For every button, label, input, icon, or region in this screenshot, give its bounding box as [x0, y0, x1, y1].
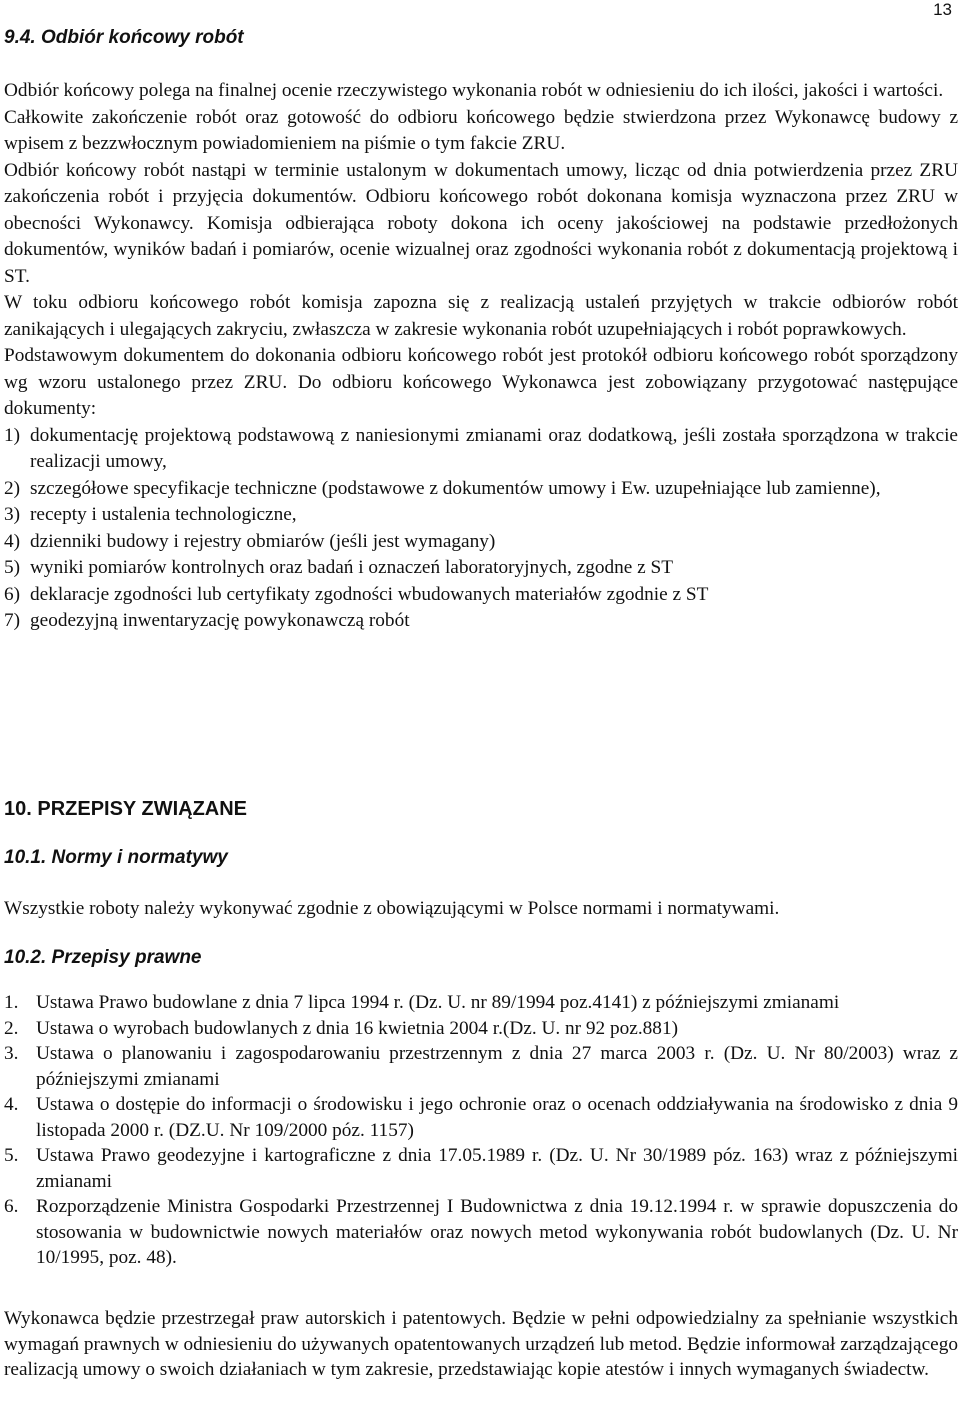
list-item	[4, 582, 958, 609]
list-item-text: Ustawa Prawo geodezyjne i kartograficzne z dnia 17.05.1989 r. (Dz. U. Nr 30/1989 póz. 163) wraz z późniejszymi zmianami	[36, 1145, 958, 1192]
list-item-text: Ustawa o wyrobach budowlanych z dnia 16 kwietnia 2004 r.(Dz. U. nr 92 poz.881)	[36, 1017, 679, 1039]
list-item	[4, 608, 958, 635]
page-number: 13	[933, 0, 952, 19]
list-item-number: 4.	[4, 1094, 19, 1115]
section-9-4-title: 9.4. Odbiór końcowy robót	[4, 27, 244, 48]
section-10-1-text: Wszystkie roboty należy wykonywać zgodnie z obowiązującymi w Polsce normami i normatywami.	[4, 898, 780, 919]
list-item-number: 5)	[4, 557, 21, 578]
list-item-number: 3)	[4, 504, 21, 525]
paragraph: Podstawowym dokumentem do dokonania odbioru końcowego robót jest protokół odbioru końcowego robót sporządzony wg wzoru ustalonego przez ZRU. Do odbioru końcowego Wykonawca jest zobowiązany przygotować następujące dokumenty:	[4, 345, 958, 419]
paragraph: W toku odbioru końcowego robót komisja zapozna się z realizacją ustaleń przyjętych w trakcie odbiorów robót zanikających i ulegających zakryciu, zwłaszcza w zakresie wykonania robót uzupełniających i robót poprawkowych.	[4, 292, 958, 340]
list-item	[4, 1194, 958, 1271]
list-item-text: dokumentację projektową podstawową z naniesionymi zmianami oraz dodatkową, jeśli została sporządzona w trakcie realizacji umowy,	[30, 424, 958, 472]
list-item-text: deklaracje zgodności lub certyfikaty zgodności wbudowanych materiałów zgodnie z ST	[30, 583, 709, 605]
list-item	[4, 990, 958, 1016]
paragraph: Całkowite zakończenie robót oraz gotowość do odbioru końcowego będzie stwierdzona przez Wykonawcę budowy z wpisem z bezzwłocznym powiadomieniem na piśmie o tym fakcie ZRU.	[4, 106, 958, 154]
list-item-text: Ustawa o planowaniu i zagospodarowaniu przestrzennym z dnia 27 marca 2003 r. (Dz. U. Nr 80/2003) wraz z późniejszymi zmianami	[36, 1043, 958, 1090]
list-item-number: 6.	[4, 1196, 19, 1217]
list-item-number: 1.	[4, 992, 19, 1013]
section-10-1-title: 10.1. Normy i normatywy	[4, 847, 228, 868]
list-item-text: recepty i ustalenia technologiczne,	[30, 504, 297, 525]
list-item	[4, 529, 958, 556]
list-item	[4, 502, 958, 529]
list-item-number: 6)	[4, 583, 21, 605]
section-9-4-body	[4, 78, 958, 635]
list-item	[4, 1016, 958, 1042]
list-item	[4, 423, 958, 476]
section-10-2-title: 10.2. Przepisy prawne	[4, 947, 202, 968]
list-item-text: Ustawa Prawo budowlane z dnia 7 lipca 1994 r. (Dz. U. nr 89/1994 poz.4141) z późniejszymi zmianami	[36, 992, 840, 1013]
list-item-text: szczegółowe specyfikacje techniczne (podstawowe z dokumentów umowy i Ew. uzupełniające lub zamienne),	[30, 477, 881, 499]
list-item-number: 2)	[4, 477, 21, 499]
list-item-number: 2.	[4, 1017, 19, 1039]
list-item	[4, 1143, 958, 1194]
legal-acts-list	[4, 990, 958, 1271]
section-10-heading: 10. PRZEPISY ZWIĄZANE	[4, 798, 248, 820]
list-item-text: wyniki pomiarów kontrolnych oraz badań i oznaczeń laboratoryjnych, zgodne z ST	[30, 557, 674, 578]
list-item-number: 5.	[4, 1145, 19, 1166]
paragraph: Odbiór końcowy polega na finalnej ocenie rzeczywistego wykonania robót w odniesieniu do ich ilości, jakości i wartości.	[4, 80, 944, 101]
list-item-text: Ustawa o dostępie do informacji o środowisku i jego ochronie oraz o ocenach oddziaływania na środowisko z dnia 9 listopada 2000 r. (DZ.U. Nr 109/2000 póz. 1157)	[36, 1094, 958, 1141]
documents-list	[4, 423, 958, 635]
list-item-number: 4)	[4, 530, 21, 552]
list-item-number: 7)	[4, 610, 21, 631]
list-item-text: geodezyjną inwentaryzację powykonawczą robót	[30, 610, 410, 631]
list-item-text: Rozporządzenie Ministra Gospodarki Przestrzennej I Budownictwa z dnia 19.12.1994 r. w sprawie dopuszczenia do stosowania w budownictwie nowych materiałów oraz nowych metod wykonywania robót budowlanych (Dz. U. Nr 10/1995, poz. 48).	[36, 1196, 958, 1268]
list-item-number: 3.	[4, 1043, 19, 1064]
closing-paragraph: Wykonawca będzie przestrzegał praw autorskich i patentowych. Będzie w pełni odpowiedzialny za spełnianie wszystkich wymagań prawnych w odniesieniu do używanych opatentowanych urządzeń lub metod. Będzie informował zarządzającego realizacją umowy o swoich działaniach w tym zakresie, przedstawiając kopie atestów i innych wymaganych świadectw.	[4, 1308, 958, 1380]
list-item	[4, 1041, 958, 1092]
list-item	[4, 1092, 958, 1143]
paragraph: Odbiór końcowy robót nastąpi w terminie ustalonym w dokumentach umowy, licząc od dnia potwierdzenia przez ZRU zakończenia robót i przyjęcia dokumentów. Odbioru końcowego robót dokonana komisja wyznaczona przez ZRU w obecności Wykonawcy. Komisja odbierająca roboty dokona ich oceny jakościowej na podstawie przedłożonych dokumentów, wyników badań i pomiarów, ocenie wizualnej oraz zgodności wykonania robót z dokumentacją projektową i ST.	[4, 159, 958, 287]
list-item-number: 1)	[4, 424, 21, 446]
list-item	[4, 476, 958, 503]
list-item	[4, 555, 958, 582]
list-item-text: dzienniki budowy i rejestry obmiarów (jeśli jest wymagany)	[30, 530, 496, 552]
